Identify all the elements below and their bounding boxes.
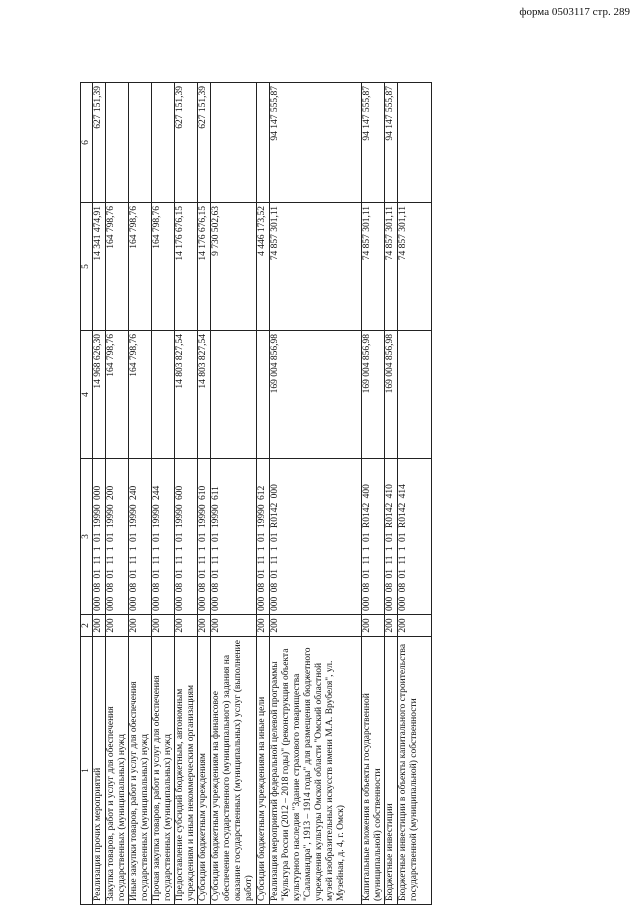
table-row (385, 83, 398, 905)
row-name-cell: Иные закупки товаров, работ и услуг для обеспечения государственных (муниципальных) нужд (129, 637, 152, 905)
row-name-cell: Капитальные вложения в объекты государственной (муниципальной) собственности (362, 637, 385, 905)
approved-amount-cell: 164 798,76 (129, 331, 152, 459)
line-code-cell: 200 (211, 615, 257, 637)
table-row (270, 83, 362, 905)
line-code-cell: 200 (385, 615, 398, 637)
approved-amount-cell (398, 331, 432, 459)
budget-execution-table (80, 82, 432, 905)
column-number: 3 (81, 459, 93, 615)
line-code-cell: 200 (106, 615, 129, 637)
table-row (257, 83, 270, 905)
column-number: 6 (81, 83, 93, 203)
unexecuted-amount-cell (129, 83, 152, 203)
budget-classification-code-cell: 000 08 01 11 1 01 19990 000 (93, 459, 106, 615)
row-name-cell: Субсидии бюджетным учреждениям на иные цели (257, 637, 270, 905)
approved-amount-cell: 164 798,76 (106, 331, 129, 459)
executed-amount-cell: 74 857 301,11 (398, 203, 432, 331)
row-name-cell: Реализация мероприятий федеральной целевой программы "Культура России (2012 – 2018 годы)" (реконструкция объекта культурного наследия "Здание страхового товарищества "Саламандра", 1913 – 1914 годы" для размещения бюджетного учреждения культуры Омской области "Омский областной музей изобразительных искусств имени М.А. Врубеля", ул. Музейная, д. 4, г. Омск) (270, 637, 362, 905)
table-row (211, 83, 257, 905)
unexecuted-amount-cell (152, 83, 175, 203)
unexecuted-amount-cell (398, 83, 432, 203)
table-row (93, 83, 106, 905)
row-name-cell: Предоставление субсидий бюджетным, автономным учреждениям и иным некоммерческим организациям (175, 637, 198, 905)
budget-classification-code-cell: 000 08 01 11 1 01 R0142 410 (385, 459, 398, 615)
column-number: 1 (81, 637, 93, 905)
approved-amount-cell (257, 331, 270, 459)
row-name-cell: Субсидии бюджетным учреждениям (198, 637, 211, 905)
line-code-cell: 200 (129, 615, 152, 637)
executed-amount-cell: 9 730 502,63 (211, 203, 257, 331)
approved-amount-cell (152, 331, 175, 459)
table-row (175, 83, 198, 905)
budget-classification-code-cell: 000 08 01 11 1 01 R0142 000 (270, 459, 362, 615)
unexecuted-amount-cell: 94 147 555,87 (385, 83, 398, 203)
approved-amount-cell (211, 331, 257, 459)
unexecuted-amount-cell: 94 147 555,87 (270, 83, 362, 203)
table-row (152, 83, 175, 905)
executed-amount-cell: 74 857 301,11 (270, 203, 362, 331)
approved-amount-cell: 169 004 856,98 (362, 331, 385, 459)
executed-amount-cell: 164 798,76 (129, 203, 152, 331)
line-code-cell: 200 (398, 615, 432, 637)
table-row (398, 83, 432, 905)
table-row (106, 83, 129, 905)
budget-classification-code-cell: 000 08 01 11 1 01 19990 610 (198, 459, 211, 615)
budget-classification-code-cell: 000 08 01 11 1 01 19990 200 (106, 459, 129, 615)
line-code-cell: 200 (362, 615, 385, 637)
column-number-row (81, 83, 93, 905)
approved-amount-cell: 169 004 856,98 (385, 331, 398, 459)
budget-classification-code-cell: 000 08 01 11 1 01 19990 240 (129, 459, 152, 615)
unexecuted-amount-cell (257, 83, 270, 203)
unexecuted-amount-cell (106, 83, 129, 203)
budget-classification-code-cell: 000 08 01 11 1 01 19990 244 (152, 459, 175, 615)
column-number: 4 (81, 331, 93, 459)
line-code-cell: 200 (198, 615, 211, 637)
executed-amount-cell: 74 857 301,11 (362, 203, 385, 331)
unexecuted-amount-cell (211, 83, 257, 203)
table-row (129, 83, 152, 905)
unexecuted-amount-cell: 627 151,39 (175, 83, 198, 203)
approved-amount-cell: 14 968 626,30 (93, 331, 106, 459)
approved-amount-cell: 14 803 827,54 (175, 331, 198, 459)
row-name-cell: Бюджетные инвестиции в объекты капитального строительства государственной (муниципальной) собственности (398, 637, 432, 905)
row-name-cell: Субсидии бюджетным учреждениям на финансовое обеспечение государственного (муниципального) задания на оказание государственных (муниципальных) услуг (выполнение работ) (211, 637, 257, 905)
approved-amount-cell: 14 803 827,54 (198, 331, 211, 459)
form-number-label: форма 0503117 стр. 289 (519, 6, 630, 18)
executed-amount-cell: 14 176 676,15 (198, 203, 211, 331)
row-name-cell: Бюджетные инвестиции (385, 637, 398, 905)
line-code-cell: 200 (152, 615, 175, 637)
executed-amount-cell: 14 341 474,91 (93, 203, 106, 331)
budget-classification-code-cell: 000 08 01 11 1 01 R0142 400 (362, 459, 385, 615)
column-number: 5 (81, 203, 93, 331)
executed-amount-cell: 74 857 301,11 (385, 203, 398, 331)
budget-classification-code-cell: 000 08 01 11 1 01 R0142 414 (398, 459, 432, 615)
unexecuted-amount-cell: 627 151,39 (198, 83, 211, 203)
budget-classification-code-cell: 000 08 01 11 1 01 19990 600 (175, 459, 198, 615)
budget-classification-code-cell: 000 08 01 11 1 01 19990 612 (257, 459, 270, 615)
executed-amount-cell: 164 798,76 (152, 203, 175, 331)
table-row (198, 83, 211, 905)
row-name-cell: Реализация прочих мероприятий (93, 637, 106, 905)
executed-amount-cell: 4 446 173,52 (257, 203, 270, 331)
line-code-cell: 200 (270, 615, 362, 637)
column-number: 2 (81, 615, 93, 637)
unexecuted-amount-cell: 94 147 555,87 (362, 83, 385, 203)
row-name-cell: Закупка товаров, работ и услуг для обеспечения государственных (муниципальных) нужд (106, 637, 129, 905)
rotated-report-sheet (80, 83, 620, 905)
executed-amount-cell: 14 176 676,15 (175, 203, 198, 331)
table-body (93, 83, 432, 905)
executed-amount-cell: 164 798,76 (106, 203, 129, 331)
row-name-cell: Прочая закупка товаров, работ и услуг для обеспечения государственных (муниципальных) нужд (152, 637, 175, 905)
budget-classification-code-cell: 000 08 01 11 1 01 19990 611 (211, 459, 257, 615)
approved-amount-cell: 169 004 856,98 (270, 331, 362, 459)
line-code-cell: 200 (175, 615, 198, 637)
unexecuted-amount-cell: 627 151,39 (93, 83, 106, 203)
table-row (362, 83, 385, 905)
line-code-cell: 200 (257, 615, 270, 637)
line-code-cell: 200 (93, 615, 106, 637)
